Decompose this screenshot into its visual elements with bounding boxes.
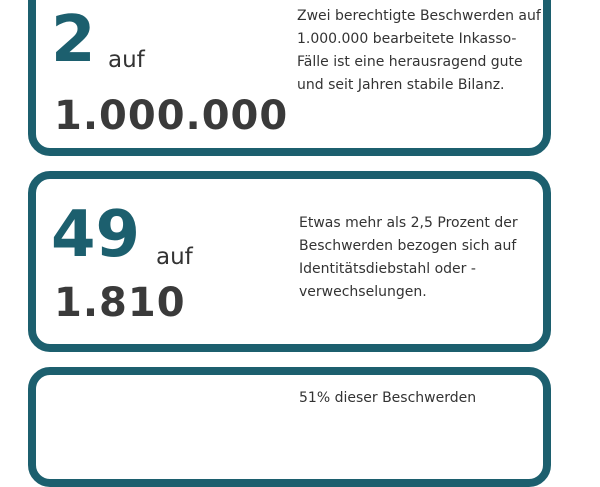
- stat-card-2: [28, 171, 551, 352]
- stat-description: 51% dieser Beschwerden: [299, 390, 477, 406]
- stat-description: Zwei berechtigte Beschwerden auf 1.000.000 bearbeitete Inkasso-Fälle ist eine herausragend gute und seit Jahren stabile Bilanz.: [297, 8, 541, 93]
- stat-card-3: [28, 367, 551, 487]
- stat-description: Etwas mehr als 2,5 Prozent der Beschwerden bezogen sich auf Identitätsdiebstahl oder -verwechselungen.: [299, 215, 518, 300]
- stat-connector: auf: [156, 244, 193, 270]
- stat-number: 49: [51, 198, 141, 272]
- stat-total: 1.000.000: [54, 93, 289, 139]
- stat-number: 2: [51, 3, 96, 77]
- stat-card-1: [28, 0, 551, 156]
- stat-connector: auf: [108, 47, 145, 73]
- stat-total: 1.810: [54, 280, 186, 326]
